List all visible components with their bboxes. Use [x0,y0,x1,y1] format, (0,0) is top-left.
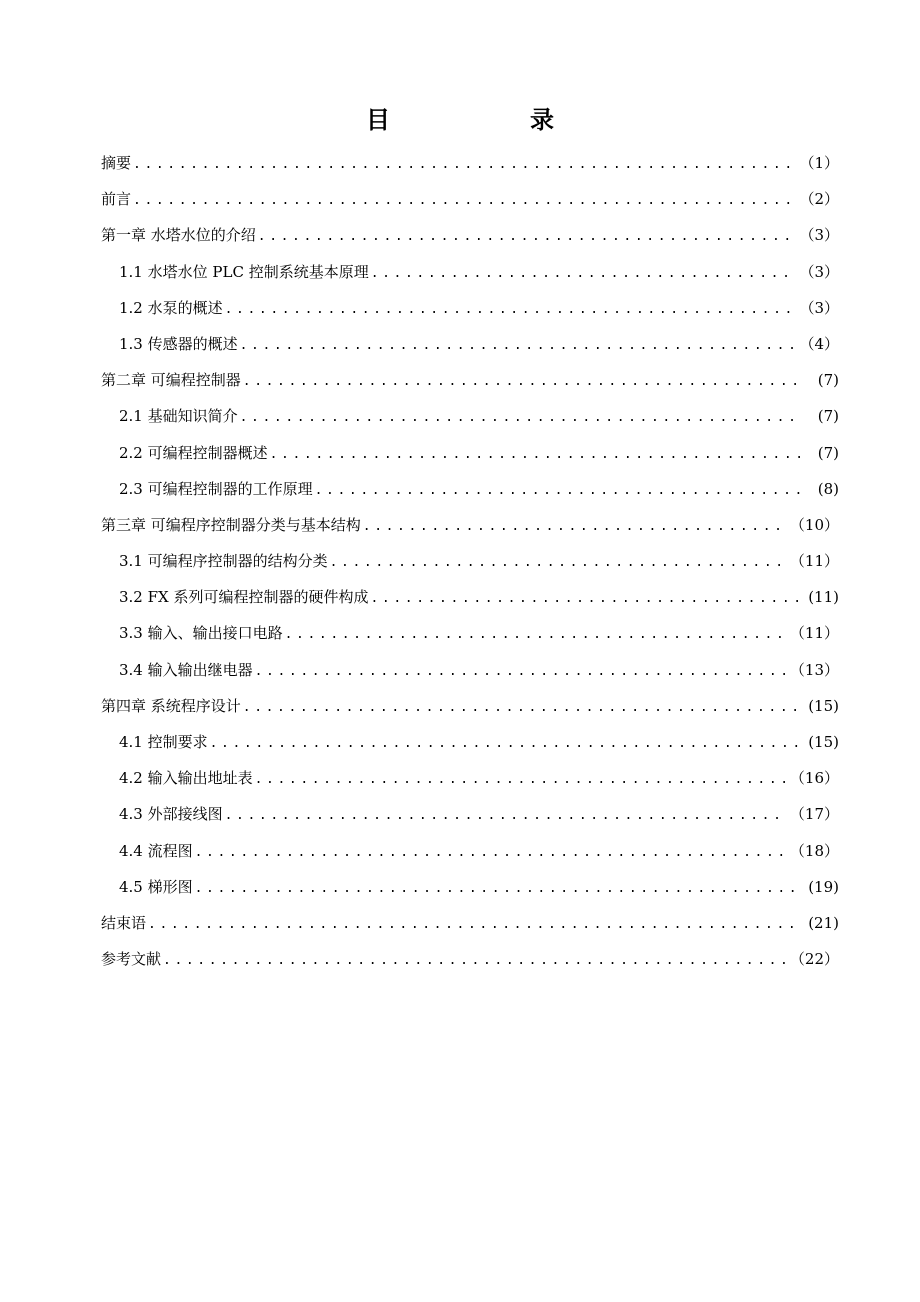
toc-subentry [101,435,839,471]
dot-leader [133,147,795,183]
dot-leader [243,364,801,400]
toc-entry-page: (8) [817,479,839,498]
toc-entry-label: 4.3 外部接线图 [119,805,223,824]
dot-leader [163,943,786,979]
dot-leader [240,400,801,436]
dot-leader [195,871,801,907]
toc-entry-label: 摘要 [101,154,132,172]
toc-entry-label: 结束语 [101,913,147,932]
dot-leader [371,256,796,292]
toc-subentry [101,724,839,760]
toc-entry [101,905,839,941]
toc-entry-page: （3） [799,262,839,281]
toc-entry-label: 3.1 可编程序控制器的结构分类 [119,552,328,571]
toc-entry-label: 4.5 梯形图 [119,877,193,896]
dot-leader [195,835,786,871]
toc-entry-page: （18） [789,841,839,860]
toc-subentry [101,471,839,507]
toc-subentry [101,290,839,326]
dot-leader [225,292,796,328]
toc-entry-page: （11） [789,624,839,643]
toc-entry-page: （1） [799,154,839,172]
toc-entry-page: （3） [799,298,839,317]
toc-entry-page: （22） [789,950,839,969]
dot-leader [133,183,795,219]
toc-entry-label: 1.2 水泵的概述 [119,298,223,317]
toc-entry-page: (11) [808,588,839,607]
dot-leader [330,545,786,581]
dot-leader [243,690,801,726]
toc-entry-page: （13） [789,660,839,679]
dot-leader [315,473,801,509]
toc-entry-label: 2.3 可编程控制器的工作原理 [119,479,313,498]
toc-subentry [101,254,839,290]
dot-leader [255,654,786,690]
dot-leader [225,798,786,834]
toc-entry-label: 1.3 传感器的概述 [119,334,238,353]
toc-entry-page: （4） [799,334,839,353]
toc-entry-page: （11） [789,552,839,571]
toc-subentry [101,615,839,651]
toc-entry-page: （3） [799,226,839,245]
toc-entry [101,507,839,543]
toc-subentry [101,833,839,869]
toc-subentry [101,326,839,362]
toc-entry-page: (7) [817,371,839,390]
toc-entry-label: 4.4 流程图 [119,841,193,860]
toc-subentry [101,398,839,434]
toc-entry-label: 参考文献 [101,950,162,969]
dot-leader [270,437,801,473]
toc-entry-label: 2.2 可编程控制器概述 [119,443,268,462]
toc-entry-page: （2） [799,190,839,209]
toc-subentry [101,652,839,688]
toc-entry-label: 第四章 系统程序设计 [101,696,241,715]
toc-entry-label: 1.1 水塔水位 PLC 控制系统基本原理 [119,262,369,281]
toc-entry-label: 2.1 基础知识简介 [119,407,238,426]
toc-entry-label: 前言 [101,190,132,209]
dot-leader [210,726,801,762]
dot-leader [285,617,786,653]
toc-entry [101,181,839,217]
dot-leader [363,509,786,545]
table-of-contents [101,145,839,977]
toc-subentry [101,796,839,832]
toc-entry-label: 第三章 可编程序控制器分类与基本结构 [101,515,361,534]
toc-subentry [101,760,839,796]
toc-entry-page: (21) [808,913,839,932]
dot-leader [370,581,801,617]
toc-entry [101,362,839,398]
toc-entry-page: （10） [789,515,839,534]
toc-entry-label: 3.4 输入输出继电器 [119,660,253,679]
toc-subentry [101,543,839,579]
dot-leader [258,219,796,255]
toc-entry-page: (19) [808,877,839,896]
toc-entry-label: 第一章 水塔水位的介绍 [101,226,256,245]
toc-entry-page: (15) [808,733,839,751]
toc-entry-page: （16） [789,769,839,788]
toc-entry-page: (7) [817,407,839,426]
toc-entry-page: （17） [789,805,839,824]
page-title: 目 录 [366,106,612,134]
toc-entry [101,688,839,724]
toc-entry [101,941,839,977]
toc-subentry [101,869,839,905]
toc-entry [101,217,839,253]
toc-entry-label: 3.3 输入、输出接口电路 [119,624,283,643]
toc-entry [101,145,839,181]
toc-entry-label: 4.2 输入输出地址表 [119,769,253,788]
toc-subentry [101,579,839,615]
toc-entry-page: (15) [808,696,839,715]
dot-leader [255,762,786,798]
dot-leader [148,907,801,943]
toc-entry-page: (7) [817,443,839,462]
dot-leader [240,328,796,364]
toc-entry-label: 4.1 控制要求 [119,733,208,751]
toc-entry-label: 3.2 FX 系列可编程控制器的硬件构成 [119,588,369,607]
toc-entry-label: 第二章 可编程控制器 [101,371,241,390]
